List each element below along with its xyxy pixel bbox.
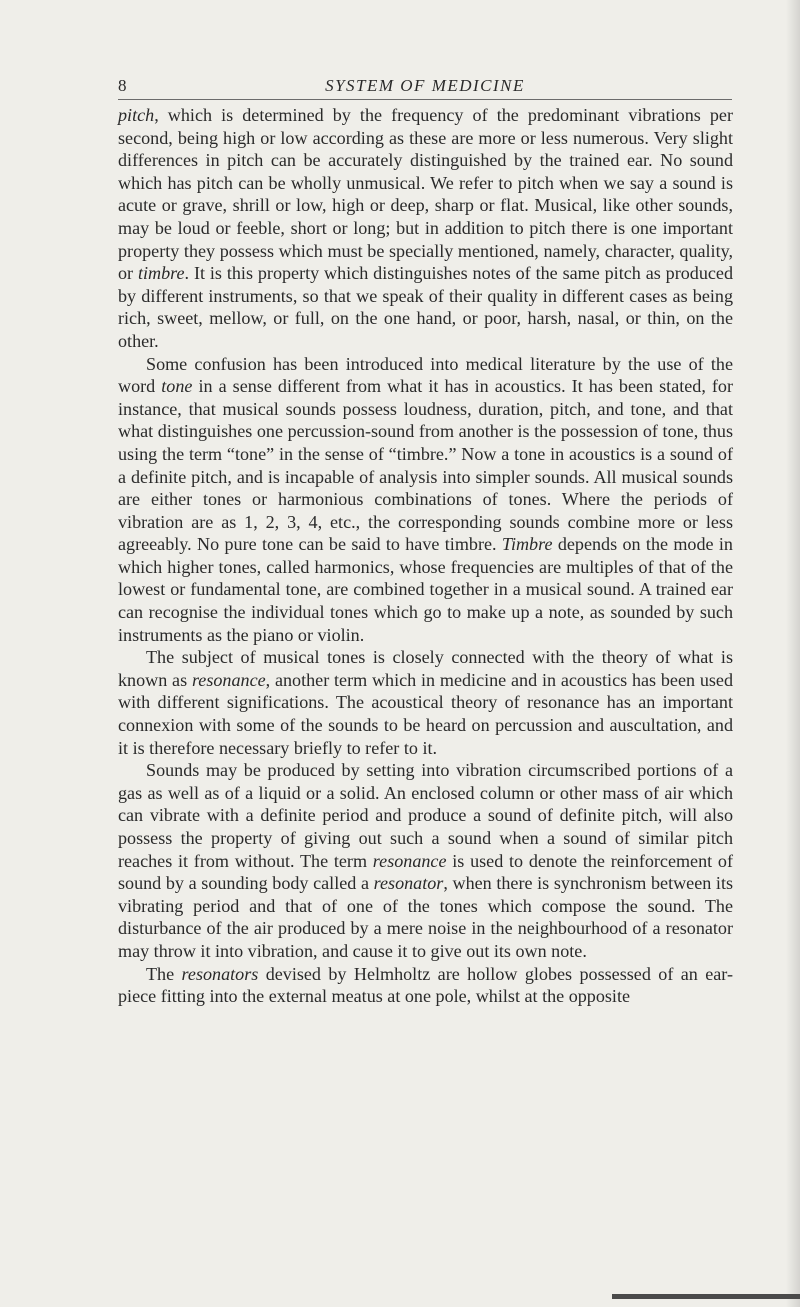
text-run: , which is determined by the frequency of the predominant vibrations per second, being high or low according as these are more or less numerous. Very slight differences in pitch can be accurately distinguished by the trained ear. No sound which has pitch can be wholly unmusical. We refer to pitch when we say a sound is acute or grave, shrill or low, high or deep, sharp or flat. Musical, like other sounds, may be loud or feeble, short or long; but in addition to pitch there is one important property they possess which must be specially mentioned, namely, character, quality, or [118,105,733,284]
italic-term: timbre [137,263,185,284]
text-run: in a sense different from what it has in acoustics. It has been stated, for instance, that musical sounds possess loudness, duration, pitch, and tone, and that what distinguishes one percussion-sound from another is the possession of tone, thus using the term “tone” in the sense of “timbre.” Now a tone in acoustics is a sound of a definite pitch, and is incapable of analysis into simpler sounds. All musical sounds are either tones or harmonious combinations of tones. Where the periods of vibration are as 1, 2, 3, 4, etc., the corresponding sounds combine more or less agreeably. No pure tone can be said to have timbre. [118,376,733,555]
text-run: depends on the mode in which higher tones, called harmonics, whose frequencies are multiples of that of the lowest or fundamental tone, are combined together in a musical sound. A trained ear can recognise the individual tones which go to make up a note, as sounded by such instruments as the piano or violin. [118,534,733,645]
paragraph [118,104,733,353]
text-run: is used to denote the reinforcement of sound by a sounding body called a [118,850,733,894]
italic-term: tone [161,376,193,397]
paragraph [118,759,733,962]
italic-term: Timbre [501,534,553,555]
text-run: Sounds may be produced by setting into vibration circumscribed portions of a gas as well as of a liquid or a solid. An enclosed column or other mass of air which can vibrate with a definite period and produce a sound of definite pitch, will also possess the property of giving out such a sound when a sound of similar pitch reaches it from without. The term [118,760,733,871]
text-run: Some confusion has been introduced into medical literature by the use of the word [118,353,733,397]
text-run: . It is this property which distinguishes notes of the same pitch as produced by different instruments, so that we speak of their quality in different cases as being rich, sweet, mellow, or full, on the one hand, or poor, harsh, nasal, or thin, on the other. [118,263,733,351]
text-run: The [146,963,182,984]
header-rule [118,99,732,100]
paragraph [118,646,733,759]
text-run: The subject of musical tones is closely connected with the theory of what is known as [118,647,733,690]
page-edge-shadow [786,0,800,1307]
text-run: devised by Helmholtz are hollow globes possessed of an ear-piece fitting into the external meatus at one pole, whilst at the opposite [118,963,733,1007]
body-text [118,104,733,1008]
italic-term: resonator [373,873,444,894]
text-run: , when there is synchronism between its vibrating period and that of one of the tones which compose the sound. The disturbance of the air produced by a mere noise in the neighbourhood of a resonator may throw it into vibration, and cause it to give out its own note. [118,873,734,961]
italic-term: resonators [181,963,259,984]
text-run: , another term which in medicine and in acoustics has been used with different significations. The acoustical theory of resonance has an important connexion with some of the sounds to be heard on percussion and auscultation, and it is therefore necessary briefly to refer to it. [118,669,733,758]
italic-term: pitch [118,105,155,125]
paragraph [118,353,733,647]
paragraph [118,963,733,1008]
running-title: SYSTEM OF MEDICINE [325,76,525,95]
scan-edge-mark [612,1294,800,1299]
page-number: 8 [118,76,127,95]
italic-term: resonance [372,850,447,871]
running-head [118,76,732,98]
italic-term: resonance [191,669,266,690]
